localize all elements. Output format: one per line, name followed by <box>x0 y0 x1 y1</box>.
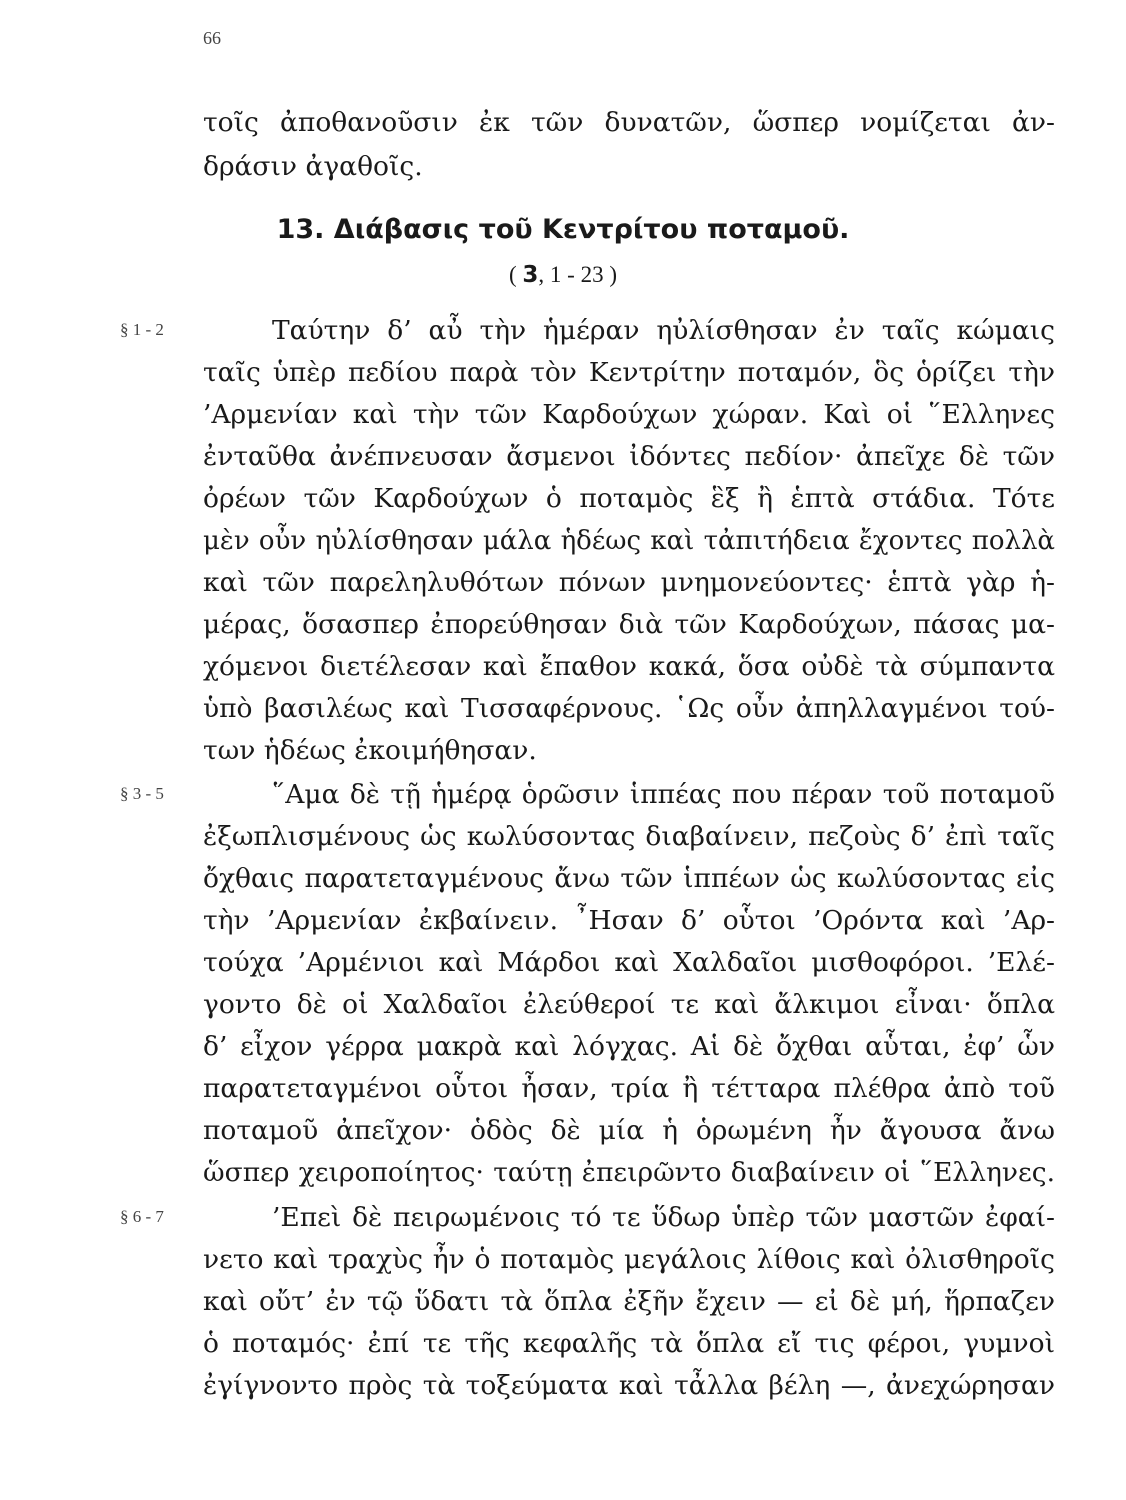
text-line: δ’ εἶχον γέρρα μακρὰ καὶ λόγχας. Αἱ δὲ ὄχθαι αὗται, ἐφ’ ὧν <box>203 1031 1055 1062</box>
margin-ref: § 6 - 7 <box>120 1207 164 1226</box>
text-line: γοντο δὲ οἱ Χαλδαῖοι ἐλεύθεροί τε καὶ ἄλκιμοι εἶναι· ὅπλα <box>203 989 1055 1020</box>
text-line: ὄχθαις παρατεταγμένους ἄνω τῶν ἱππέων ὡς κωλύσοντας εἰς <box>203 863 1055 894</box>
text-line: Ταύτην δ’ αὖ τὴν ἡμέραν ηὐλίσθησαν ἐν ταῖς κώμαις <box>272 315 1055 346</box>
text-line: νετο καὶ τραχὺς ἦν ὁ ποταμὸς μεγάλοις λίθοις καὶ ὀλισθηροῖς <box>203 1244 1055 1275</box>
text-line: μέρας, ὅσασπερ ἐπορεύθησαν διὰ τῶν Καρδούχων, πάσας μα- <box>203 609 1055 640</box>
ref-open: ( <box>508 262 523 287</box>
text-line: ὥσπερ χειροποίητος· ταύτῃ ἐπειρῶντο διαβαίνειν οἱ ῞Ελληνες. <box>203 1157 1055 1188</box>
text-line: χόμενοι διετέλεσαν καὶ ἔπαθον κακά, ὅσα οὐδὲ τὰ σύμπαντα <box>203 651 1055 682</box>
text-line: παρατεταγμένοι οὗτοι ἦσαν, τρία ἢ τέτταρα πλέθρα ἀπὸ τοῦ <box>203 1073 1055 1104</box>
text-line: ἐνταῦθα ἀνέπνευσαν ἄσμενοι ἰδόντες πεδίον· ἀπεῖχε δὲ τῶν <box>203 441 1055 472</box>
text-line: τὴν ’Αρμενίαν ἐκβαίνειν. ῏Ησαν δ’ οὗτοι ’Ορόντα καὶ ’Αρ- <box>203 905 1055 936</box>
text-line: καὶ οὔτ’ ἐν τῷ ὕδατι τὰ ὅπλα ἐξῆν ἔχειν — εἰ δὲ μή, ἥρπαζεν <box>203 1286 1055 1317</box>
ref-book: 3 <box>522 262 539 288</box>
text-line: ῞Αμα δὲ τῇ ἡμέρᾳ ὁρῶσιν ἱππέας που πέραν τοῦ ποταμοῦ <box>272 779 1055 810</box>
text-line: τοῖς ἀποθανοῦσιν ἐκ τῶν δυνατῶν, ὥσπερ νομίζεται ἀν- <box>203 107 1055 138</box>
page-number: 66 <box>203 28 221 48</box>
text-line: ’Επεὶ δὲ πειρωμένοις τό τε ὕδωρ ὑπὲρ τῶν μαστῶν ἐφαί- <box>272 1202 1055 1233</box>
text-line: ἐγίγνοντο πρὸς τὰ τοξεύματα καὶ τἆλλα βέλη —, ἀνεχώρησαν <box>203 1370 1055 1401</box>
text-line: ἐξωπλισμένους ὡς κωλύσοντας διαβαίνειν, πεζοὺς δ’ ἐπὶ ταῖς <box>203 821 1055 852</box>
text-line: μὲν οὖν ηὐλίσθησαν μάλα ἡδέως καὶ τἀπιτήδεια ἔχοντες πολλὰ <box>203 526 1055 556</box>
text-line: ’Αρμενίαν καὶ τὴν τῶν Καρδούχων χώραν. Καὶ οἱ ῞Ελληνες <box>203 399 1055 430</box>
section-reference <box>0 257 1126 293</box>
text-line: τούχα ’Αρμένιοι καὶ Μάρδοι καὶ Χαλδαῖοι μισθοφόροι. ’Ελέ- <box>203 947 1055 978</box>
text-line: καὶ τῶν παρεληλυθότων πόνων μνημονεύοντες· ἑπτὰ γὰρ ἡ- <box>203 567 1055 598</box>
text-line: ποταμοῦ ἀπεῖχον· ὁδὸς δὲ μία ἡ ὁρωμένη ἦν ἄγουσα ἄνω <box>203 1115 1055 1146</box>
margin-ref: § 3 - 5 <box>120 784 164 803</box>
text-line: ὑπὸ βασιλέως καὶ Τισσαφέρνους. ῾Ως οὖν ἀπηλλαγμένοι τού- <box>203 693 1055 724</box>
text-line: ὀρέων τῶν Καρδούχων ὁ ποταμὸς ἓξ ἢ ἑπτὰ στάδια. Τότε <box>203 483 1055 514</box>
ref-range: , 1 - 23 ) <box>538 262 617 287</box>
text-line: δράσιν ἀγαθοῖς. <box>203 151 423 182</box>
text-line: των ἡδέως ἐκοιμήθησαν. <box>203 735 537 766</box>
text-line: ὁ ποταμός· ἐπί τε τῆς κεφαλῆς τὰ ὅπλα εἴ τις φέροι, γυμνοὶ <box>203 1328 1055 1359</box>
text-line: ταῖς ὑπὲρ πεδίου παρὰ τὸν Κεντρίτην ποταμόν, ὃς ὁρίζει τὴν <box>203 357 1055 388</box>
margin-ref: § 1 - 2 <box>120 320 164 339</box>
section-title: 13. Διάβασις τοῦ Κεντρίτου ποταμοῦ. <box>276 214 850 245</box>
